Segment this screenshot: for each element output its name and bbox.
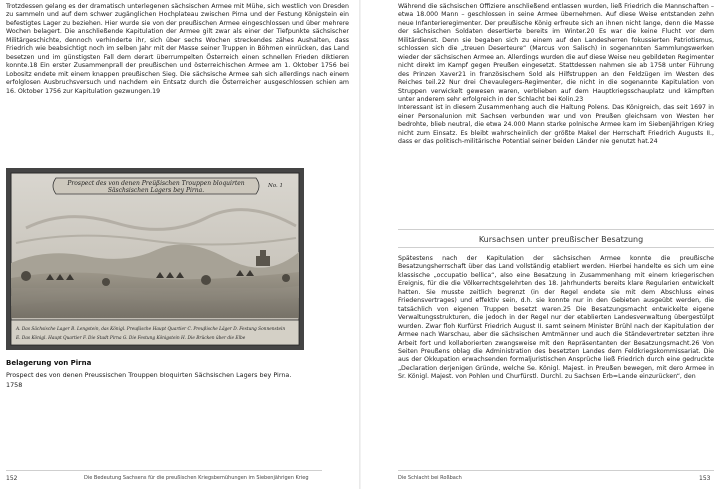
right-paragraph-1: Während die sächsischen Offiziere anschließend entlassen wurden, ließ Friedrich die Mannschaften – etwa 18.000 Mann – geschlossen in seine Armee übernehmen. Auf diese Weise entstanden zehn neue Infanterieregimenter. Der preußische König erfreute sich an ihnen nicht lange, denn die Masse der sächsischen Soldaten desertierte bereits im Winter.20 Es war die keine Flucht vor dem Militärdienst. Denn sie begaben sich zu einem auf den Landesherren fokussierten Patriotismus, schlossen sich die „treuen Deserteure“ (Marcus von Salisch) in sogenannten Sammlungswerken wieder der sächsischen Armee an. Allerdings wurden die auf diese Weise neu gebildeten Regimenter nicht direkt im Kampf gegen Preußen eingesetzt. Stattdessen nahmen sie ab 1758 unter Führung des Prinzen Xaver21 in französischem Sold als Hilfstruppen an den Feldzügen im Westen des Reiches teil.22 Nur drei Chevaulegers-Regimenter, die nicht in die sogenannte Kapitulation von Struppen verwickelt gewesen waren, verblieben auf dem Hauptkriegsschauplatz und kämpften unter anderem sehr erfolgreich in der Schlacht bei Kolin.23 [398,3,714,103]
right-paragraph-3: Spätestens nach der Kapitulation der sächsischen Armee konnte die preußische Besatzungsherrschaft über das Land vollständig etabliert werden. Hierbei handelte es sich um eine klassische „occupatio bellica“, also eine Besatzung in Zusammenhang mit einem kriegerischen Ereignis, für die die Völkerrechtsgelehrten des 18. Jahrhunderts bereits klare Regularien entwickelt hatten. Sie musste zeitlich begrenzt (in der Regel endete sie mit dem Abschluss eines Friedensvertrages) und effektiv sein, d.h. sie konnte nur in den Gebieten ausgeübt werden, die tatsächlich von eigenen Truppen besetzt waren.25 Die Besatzungsmacht entwickelte eigene Verwaltungsstrukturen, die jedoch in der Regel nur der etablierten Landesverwaltung übergestülpt wurden. Zwar floh Kurfürst Friedrich August II. samt seinem Minister Brühl nach der Kapitulation der Armee nach Warschau, aber die sächsischen Amtmänner und auch die Ständevertreter setzten ihre Arbeit fort und kollaborierten zwangsweise mit den Repräsentanten der Besatzungsmacht.26 Von Seiten Preußens oblag die Administration des besetzten Landes dem Feldkriegskommissariat. Die aus der Okkupation erwachsenden formaljuristischen Ansprüche ließ Friedrich durch eine gedruckte „Declaration derjenigen Gründe, welche Se. Königl. Majest. in Preußen bewegen, mit dero Armee in Sr. Königl. Majest. von Pohlen und Churfürstl. Durchl. zu Sachsen Erb=Lande einzurücken“, den [398,255,714,381]
left-paragraph-1: Trotzdessen gelang es der dramatisch unterlegenen sächsischen Armee mit Mühe, sich westlich von Dresden zu sammeln und auf dem schwer zugänglichen Hochplateau zwischen Pirna und der Festung Königstein ein befestigtes Lager zu beziehen. Hier wurde sie von der preußischen Armee eingeschlossen und über mehrere Wochen belagert. Die anschließende Kapitulation der Armee gilt zwar als einer der Tiefpunkte sächsischer Militärgeschichte, dennoch verhinderte ihr, sich über sechs Wochen streckendes zähes Aushalten, dass Friedrich wie beabsichtigt noch im selben Jahr mit der Masse seiner Truppen in Böhmen einrücken, das Land besetzen und im günstigsten Fall dem derart überrumpelten Österreich einen schnellen Frieden diktieren konnte.18 Ein erster Zusammenprall der preußischen und österreichischen Armee am 1. Oktober 1756 bei Lobositz endete mit einem knappen preußischen Sieg. Die sächsische Armee sah sich allerdings nach einem erfolglosen Ausbruchsversuch und nachdem ein Entsatz durch die Österreicher ausgeschlossen schien am 16. Oktober 1756 zur Kapitulation gezwungen.19 [6,3,349,95]
right-page-number: 153 [699,475,711,482]
left-page [0,0,359,489]
section-rule-bottom [398,247,714,248]
right-running-head: Die Schlacht bei Roßbach [398,475,462,481]
right-footer-rule [398,470,714,471]
left-footer-rule [6,470,322,471]
legend-line-1: A. Das Sächsische Lager B. Lengstein, das Königl. Preußische Haupt Quartier C. Preußische Läger D. Festung Sonnenstein [16,327,286,332]
inscription-line-1: Prospect des von denen Preüßischen Trouppen bloquirten [67,180,245,187]
left-running-head: Die Bedeutung Sachsens für die preußischen Kriegsbemühungen im Siebenjährigen Krieg [84,475,309,481]
legend-line-2: E. Das Königl. Haupt Quartier F. Die Stadt Pirna G. Die Festung Königstein H. Die Brücken über die Elbe [16,336,246,341]
plate-number: No. 1 [268,183,284,189]
right-page [361,0,720,489]
right-body-text-top [398,3,714,147]
section-rule-top [398,229,714,230]
engraving-illustration [6,168,304,350]
figure-caption-title: Belagerung von Pirna [6,359,92,367]
left-page-number: 152 [6,475,18,482]
engraving-figure [6,168,304,350]
right-body-text-bottom [398,255,714,382]
inscription-line-2: Säschsischen Lagers bey Pirna. [107,187,205,194]
figure-caption-text: Prospect des von denen Preussischen Trouppen bloquirten Sächsischen Lagers bey Pirna. 1758 [6,371,292,389]
section-heading: Kursachsen unter preußischer Besatzung [478,235,644,244]
left-body-text [6,3,349,96]
right-paragraph-2: Interessant ist in diesem Zusammenhang auch die Haltung Polens. Das Königreich, das seit 1697 in einer Personalunion mit Sachsen verbunden war und von Preußen gleichsam von Westen her bedrohte, blieb neutral, die etwa 24.000 Mann starke polnische Armee kam im Siebenjährigen Krieg nicht zum Einsatz. Es bleibt wahrscheinlich der größte Makel der Herrschaft Friedrich Augusts II., dass er das politisch-militärische Potential seiner beiden Länder nie genutzt hat.24 [398,104,714,146]
